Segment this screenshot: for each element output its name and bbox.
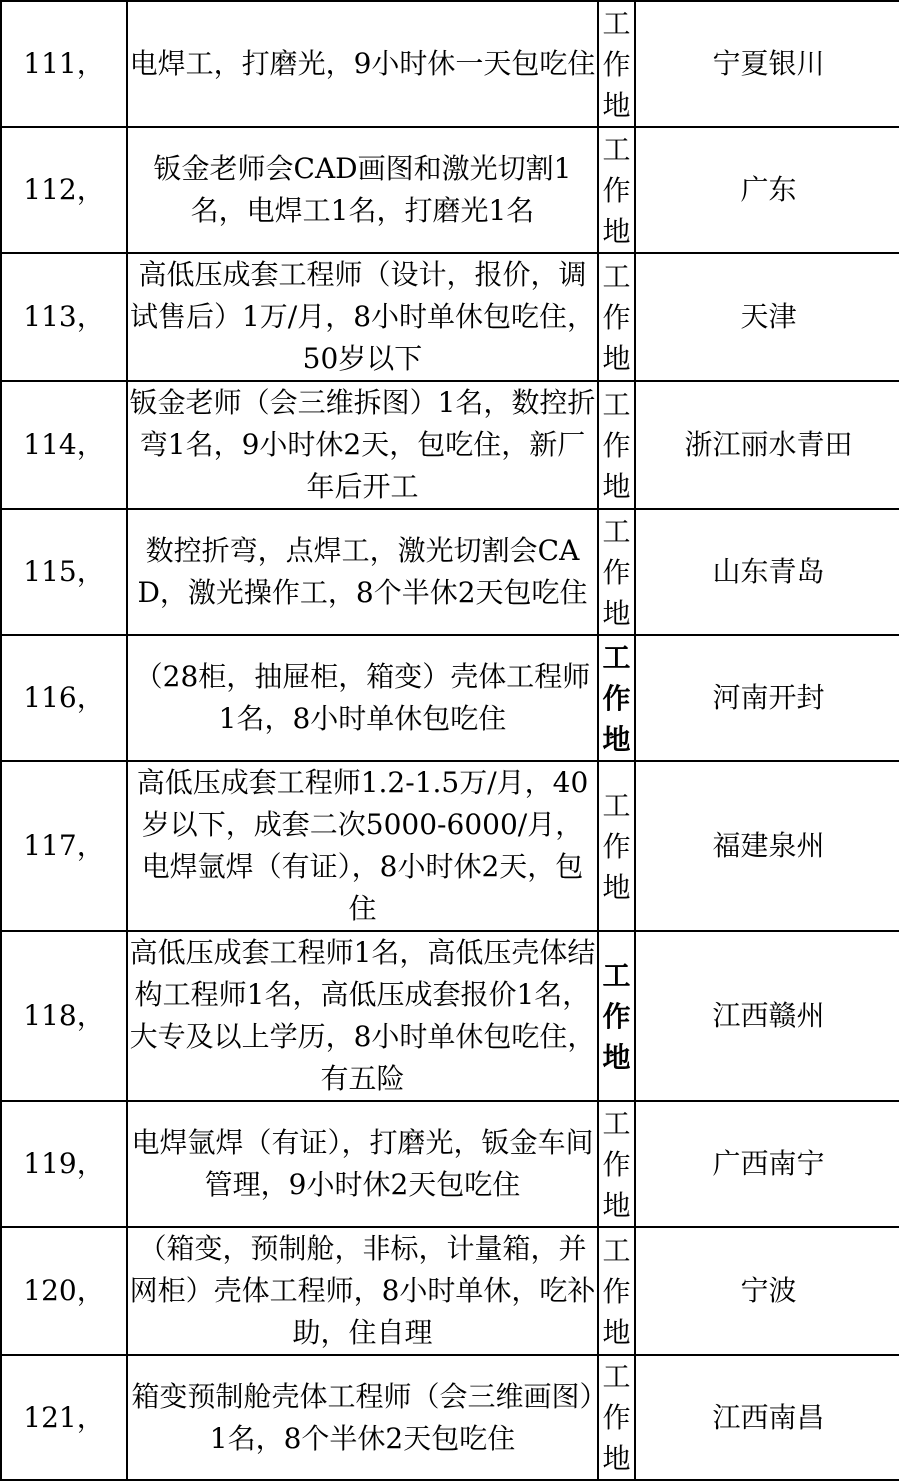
work-location-tag: 工作地 <box>602 958 631 1074</box>
work-location: 广西南宁 <box>712 1147 825 1180</box>
work-location: 宁波 <box>740 1274 797 1307</box>
job-description: 电焊氩焊（有证），打磨光，钣金车间管理，9小时休2天包吃住 <box>127 1101 598 1227</box>
job-description: 高低压成套工程师（设计，报价，调试售后）1万/月，8小时单休包吃住，50岁以下 <box>127 253 598 381</box>
job-description: 高低压成套工程师1名，高低压壳体结构工程师1名，高低压成套报价1名，大专及以上学历，8小时单休包吃住，有五险 <box>127 931 598 1101</box>
table-row <box>1 1227 899 1355</box>
work-location: 福建泉州 <box>712 829 825 862</box>
table-row <box>1 761 899 931</box>
table-row <box>1 1355 899 1480</box>
row-number: 119， <box>1 1101 127 1227</box>
table-row <box>1 381 899 509</box>
work-location: 江西南昌 <box>712 1400 825 1434</box>
work-location: 河南开封 <box>712 681 825 714</box>
work-location-tag: 工作地 <box>602 132 631 248</box>
work-location: 江西赣州 <box>712 999 825 1032</box>
job-description: 钣金老师会CAD画图和激光切割1名，电焊工1名，打磨光1名 <box>127 127 598 253</box>
work-location: 山东青岛 <box>712 555 825 588</box>
work-location: 广东 <box>740 173 797 206</box>
job-description: 电焊工，打磨光，9小时休一天包吃住 <box>127 1 598 127</box>
table-row <box>1 931 899 1101</box>
row-number: 118， <box>1 931 127 1101</box>
work-location: 天津 <box>740 300 797 333</box>
table-row <box>1 509 899 635</box>
work-location-tag: 工作地 <box>602 1233 631 1349</box>
row-number: 112， <box>1 127 127 253</box>
table-row <box>1 127 899 253</box>
work-location-tag: 工作地 <box>602 6 631 122</box>
table-row <box>1 1101 899 1227</box>
row-number: 115， <box>1 509 127 635</box>
row-number: 116， <box>1 635 127 761</box>
job-description: 数控折弯，点焊工，激光切割会CAD，激光操作工，8个半休2天包吃住 <box>127 509 598 635</box>
work-location-tag: 工作地 <box>602 259 631 375</box>
row-number: 111， <box>1 1 127 127</box>
work-location-tag: 工作地 <box>602 514 631 630</box>
job-description: （28柜，抽屉柜，箱变）壳体工程师1名，8小时单休包吃住 <box>127 635 598 761</box>
table-row <box>1 253 899 381</box>
row-number: 120， <box>1 1227 127 1355</box>
work-location-tag: 工作地 <box>602 640 631 756</box>
work-location-tag: 工作地 <box>602 1106 631 1222</box>
job-listings-body <box>1 1 899 1480</box>
row-number: 114， <box>1 381 127 509</box>
work-location: 浙江丽水青田 <box>684 428 853 461</box>
job-description: （箱变，预制舱，非标，计量箱，并网柜）壳体工程师，8小时单休，吃补助，住自理 <box>127 1227 598 1355</box>
row-number: 121， <box>1 1355 127 1480</box>
work-location: 宁夏银川 <box>712 47 825 80</box>
work-location-tag: 工作地 <box>602 788 631 904</box>
job-description: 箱变预制舱壳体工程师（会三维画图）1名，8个半休2天包吃住 <box>127 1355 598 1480</box>
row-number: 113， <box>1 253 127 381</box>
row-number: 117， <box>1 761 127 931</box>
job-description: 钣金老师（会三维拆图）1名，数控折弯1名，9小时休2天，包吃住，新厂年后开工 <box>127 381 598 509</box>
table-row <box>1 635 899 761</box>
work-location-tag: 工作地 <box>602 387 631 503</box>
work-location-tag: 工作地 <box>602 1360 631 1475</box>
job-description: 高低压成套工程师1.2-1.5万/月，40岁以下，成套二次5000-6000/月，电焊氩焊（有证），8小时休2天，包住 <box>127 761 598 931</box>
table-row <box>1 1 899 127</box>
